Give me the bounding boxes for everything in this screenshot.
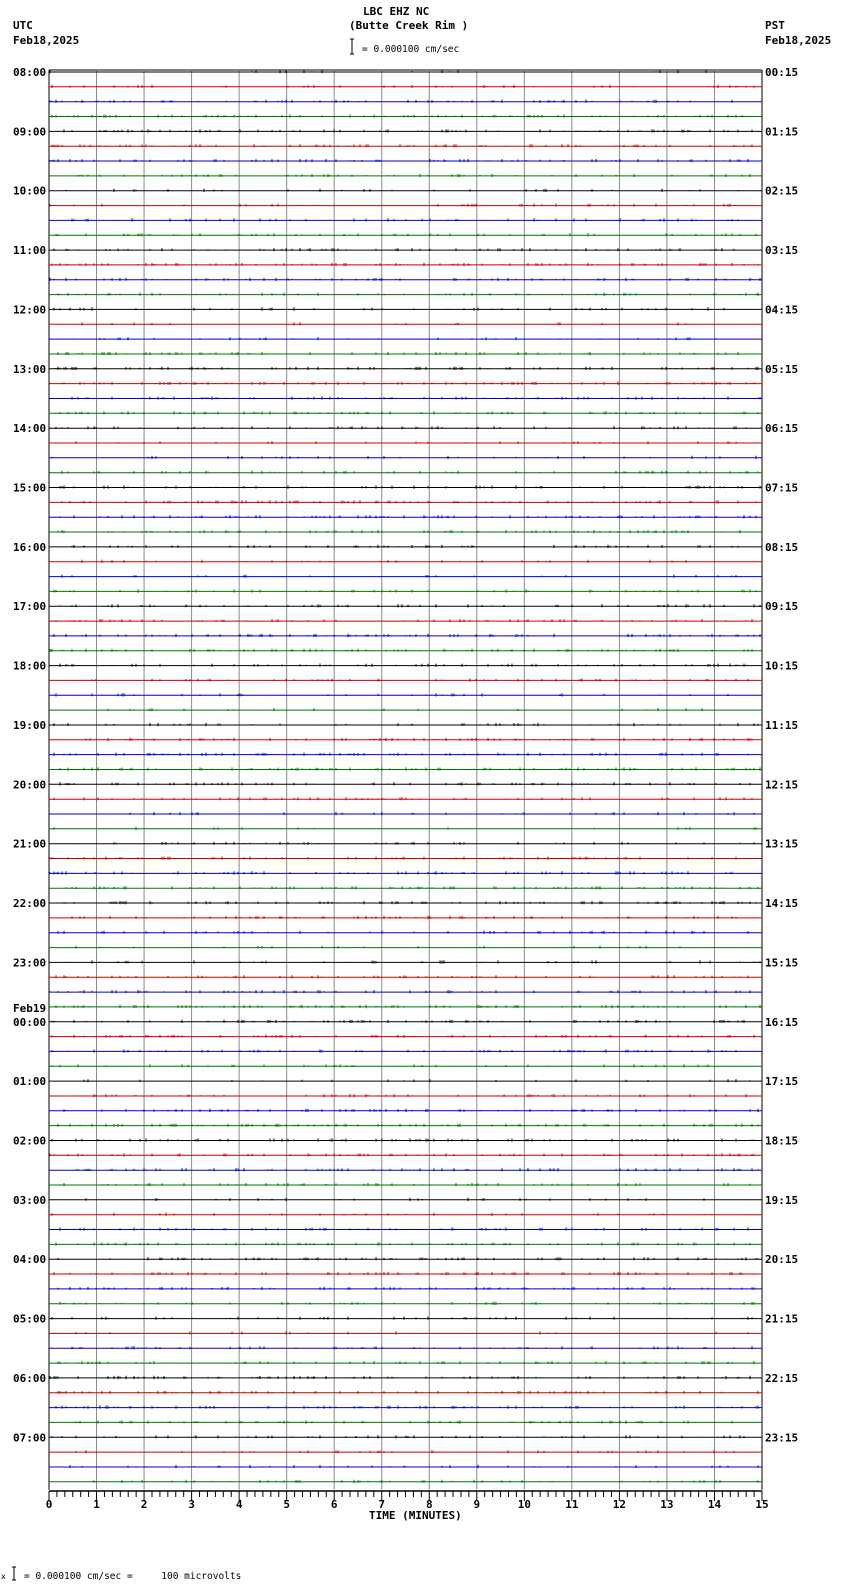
- seismic-trace: [49, 441, 762, 444]
- right-date: Feb18,2025: [765, 34, 832, 47]
- seismic-trace: [49, 1450, 762, 1453]
- utc-hour-label: 05:00: [13, 1312, 47, 1326]
- seismic-trace: [49, 575, 762, 578]
- seismic-trace: [49, 1317, 762, 1320]
- seismic-trace: [49, 649, 762, 652]
- x-tick-label: 13: [660, 1498, 674, 1511]
- x-tick-label: 7: [378, 1498, 386, 1511]
- pst-hour-label: 07:15: [765, 481, 799, 495]
- seismic-trace: [49, 471, 762, 474]
- footer-scale-bar-icon: [12, 1567, 16, 1580]
- x-tick-label: 8: [425, 1498, 433, 1511]
- seismic-trace: [49, 218, 762, 221]
- x-tick-label: 11: [565, 1498, 579, 1511]
- seismic-trace: [49, 307, 762, 310]
- x-tick-label: 2: [140, 1498, 148, 1511]
- seismic-trace: [49, 1198, 762, 1201]
- x-tick-label: 4: [235, 1498, 243, 1511]
- seismic-trace: [49, 1227, 762, 1230]
- utc-hour-label: 14:00: [13, 422, 47, 436]
- seismic-trace: [49, 278, 762, 281]
- x-tick-label: 5: [283, 1498, 290, 1511]
- utc-hour-label: 11:00: [13, 244, 47, 258]
- pst-hour-label: 05:15: [765, 362, 799, 376]
- utc-hour-label: 01:00: [13, 1075, 47, 1089]
- x-tick-label: 6: [330, 1498, 338, 1511]
- x-axis-label: TIME (MINUTES): [369, 1509, 462, 1522]
- seismic-trace: [49, 1420, 762, 1423]
- utc-hour-label: 15:00: [13, 481, 47, 495]
- pst-hour-label: 14:15: [765, 897, 799, 911]
- seismic-trace: [49, 975, 762, 978]
- seismic-trace: [49, 293, 762, 296]
- seismic-trace: [49, 248, 762, 251]
- utc-hour-label: 19:00: [13, 718, 47, 732]
- utc-hour-label: 07:00: [13, 1431, 47, 1445]
- left-timezone: UTC: [13, 19, 33, 32]
- seismic-trace: [49, 1465, 762, 1468]
- pst-hour-label: 21:15: [765, 1312, 799, 1326]
- pst-hour-label: 08:15: [765, 540, 799, 554]
- seismic-trace: [49, 1257, 762, 1260]
- pst-hour-label: 17:15: [765, 1075, 799, 1089]
- seismic-trace: [49, 486, 762, 489]
- seismic-trace: [49, 233, 762, 236]
- seismic-trace: [49, 1361, 762, 1364]
- seismic-trace: [49, 871, 762, 874]
- seismic-trace: [49, 456, 762, 459]
- seismic-trace: [49, 1346, 762, 1349]
- utc-hour-label: 03:00: [13, 1193, 47, 1207]
- pst-hour-label: 03:15: [765, 244, 799, 258]
- seismic-trace: [49, 515, 762, 518]
- seismic-trace: [49, 322, 762, 325]
- scale-bar-icon: [350, 39, 354, 54]
- seismic-trace: [49, 1272, 762, 1275]
- seismic-trace: [49, 352, 762, 355]
- footer-mark: x: [1, 1572, 6, 1581]
- seismic-trace: [49, 189, 762, 192]
- station-title: LBC EHZ NC: [363, 5, 430, 18]
- pst-hour-label: 12:15: [765, 778, 799, 792]
- seismic-trace: [49, 1480, 762, 1483]
- seismic-trace: [49, 738, 762, 741]
- seismic-trace: [49, 500, 762, 503]
- seismic-trace: [49, 396, 762, 399]
- pst-hour-label: 20:15: [765, 1253, 799, 1267]
- seismic-trace: [49, 886, 762, 889]
- seismic-trace: [49, 1183, 762, 1186]
- utc-hour-label: 23:00: [13, 956, 47, 970]
- traces: [49, 70, 762, 1483]
- x-tick-label: 15: [755, 1498, 769, 1511]
- seismic-trace: [49, 1124, 762, 1127]
- pst-hour-label: 11:15: [765, 718, 799, 732]
- seismic-trace: [49, 426, 762, 429]
- x-tick-label: 9: [473, 1498, 481, 1511]
- utc-hour-label: 21:00: [13, 837, 47, 851]
- scale-text: = 0.000100 cm/sec: [362, 44, 460, 55]
- seismic-trace: [49, 100, 762, 103]
- seismic-trace: [49, 857, 762, 860]
- grid: [49, 70, 762, 1490]
- x-tick-label: 12: [612, 1498, 627, 1511]
- seismic-trace: [49, 589, 762, 592]
- right-timezone: PST: [765, 19, 785, 32]
- utc-hour-label: 18:00: [13, 659, 47, 673]
- utc-hour-label: 08:00: [13, 66, 47, 79]
- seismic-trace: [49, 1020, 762, 1023]
- seismic-trace: [49, 946, 762, 949]
- pst-hour-label: 02:15: [765, 184, 799, 198]
- seismic-trace: [49, 797, 762, 800]
- seismic-trace: [49, 1242, 762, 1245]
- utc-hour-label: 13:00: [13, 362, 47, 376]
- seismic-trace: [49, 723, 762, 726]
- seismic-trace: [49, 619, 762, 622]
- x-axis: [46, 1491, 769, 1511]
- seismic-trace: [49, 1435, 762, 1438]
- seismic-trace: [49, 782, 762, 785]
- seismic-trace: [49, 1079, 762, 1082]
- seismic-trace: [49, 1094, 762, 1097]
- utc-hour-label: 04:00: [13, 1253, 47, 1267]
- seismic-trace: [49, 85, 762, 88]
- left-date: Feb18,2025: [13, 34, 80, 47]
- utc-hour-label: 09:00: [13, 125, 47, 139]
- seismic-trace: [49, 1406, 762, 1409]
- station-subtitle: (Butte Creek Rim ): [349, 19, 469, 32]
- seismic-trace: [49, 1064, 762, 1067]
- seismic-trace: [49, 1376, 762, 1379]
- pst-hour-label: 19:15: [765, 1193, 799, 1207]
- seismic-trace: [49, 827, 762, 830]
- seismic-trace: [49, 931, 762, 934]
- pst-hour-label: 01:15: [765, 125, 799, 139]
- x-tick-label: 3: [188, 1498, 195, 1511]
- seismic-trace: [49, 678, 762, 681]
- pst-hour-label: 04:15: [765, 303, 799, 317]
- seismic-trace: [49, 530, 762, 533]
- seismic-trace: [49, 263, 762, 266]
- utc-hour-label: 12:00: [13, 303, 47, 317]
- seismic-trace: [49, 1213, 762, 1216]
- seismic-trace: [49, 1109, 762, 1112]
- seismic-trace: [49, 174, 762, 177]
- seismic-trace: [49, 1391, 762, 1394]
- pst-hour-label: 23:15: [765, 1431, 799, 1445]
- pst-hour-label: 16:15: [765, 1015, 799, 1029]
- seismic-trace: [49, 129, 762, 132]
- x-tick-label: 1: [93, 1498, 100, 1511]
- date-change-label: Feb19: [13, 1001, 47, 1015]
- pst-hour-label: 22:15: [765, 1371, 799, 1385]
- seismic-trace: [49, 204, 762, 207]
- seismic-trace: [49, 545, 762, 548]
- utc-hour-label: 22:00: [13, 897, 47, 911]
- seismic-trace: [49, 708, 762, 711]
- x-tick-label: 0: [45, 1498, 53, 1511]
- seismic-trace: [49, 1153, 762, 1156]
- pst-hour-label: 18:15: [765, 1134, 799, 1148]
- seismic-trace: [49, 960, 762, 963]
- seismic-trace: [49, 1035, 762, 1038]
- pst-hour-label: 13:15: [765, 837, 799, 851]
- utc-hour-label: 02:00: [13, 1134, 47, 1148]
- utc-hour-label: 10:00: [13, 184, 47, 198]
- x-tick-label: 14: [707, 1498, 722, 1511]
- seismic-trace: [49, 604, 762, 607]
- seismic-trace: [49, 916, 762, 919]
- seismic-trace: [49, 1168, 762, 1171]
- seismic-trace: [49, 1049, 762, 1052]
- seismic-trace: [49, 367, 762, 370]
- seismic-trace: [49, 812, 762, 815]
- seismic-trace: [49, 901, 762, 904]
- seismic-trace: [49, 382, 762, 385]
- seismic-trace: [49, 337, 762, 340]
- seismic-trace: [49, 842, 762, 845]
- seismic-trace: [49, 767, 762, 770]
- pst-hour-label: 06:15: [765, 422, 799, 436]
- utc-hour-label: 20:00: [13, 778, 47, 792]
- pst-hour-label: 10:15: [765, 659, 799, 673]
- seismic-trace: [49, 990, 762, 993]
- x-tick-label: 10: [517, 1498, 531, 1511]
- seismic-trace: [49, 560, 762, 563]
- seismic-trace: [49, 159, 762, 162]
- footer-scale-text: = 0.000100 cm/sec = 100 microvolts: [24, 1571, 242, 1582]
- seismic-trace: [49, 1331, 762, 1334]
- seismic-trace: [49, 1138, 762, 1141]
- seismic-trace: [49, 115, 762, 118]
- pst-hour-label: 15:15: [765, 956, 799, 970]
- seismic-trace: [49, 144, 762, 147]
- pst-hour-label: 09:15: [765, 600, 799, 614]
- seismic-trace: [49, 411, 762, 414]
- utc-hour-label: 17:00: [13, 600, 47, 614]
- seismic-trace: [49, 753, 762, 756]
- seismic-trace: [49, 1005, 762, 1008]
- utc-hour-label: 16:00: [13, 540, 47, 554]
- seismic-trace: [49, 634, 762, 637]
- pst-hour-label: 00:15: [765, 66, 799, 79]
- seismic-trace: [49, 664, 762, 667]
- utc-hour-label: 06:00: [13, 1371, 47, 1385]
- seismic-trace: [49, 1287, 762, 1290]
- seismic-trace: [49, 693, 762, 696]
- seismic-trace: [49, 1302, 762, 1305]
- utc-hour-label: 00:00: [13, 1015, 47, 1029]
